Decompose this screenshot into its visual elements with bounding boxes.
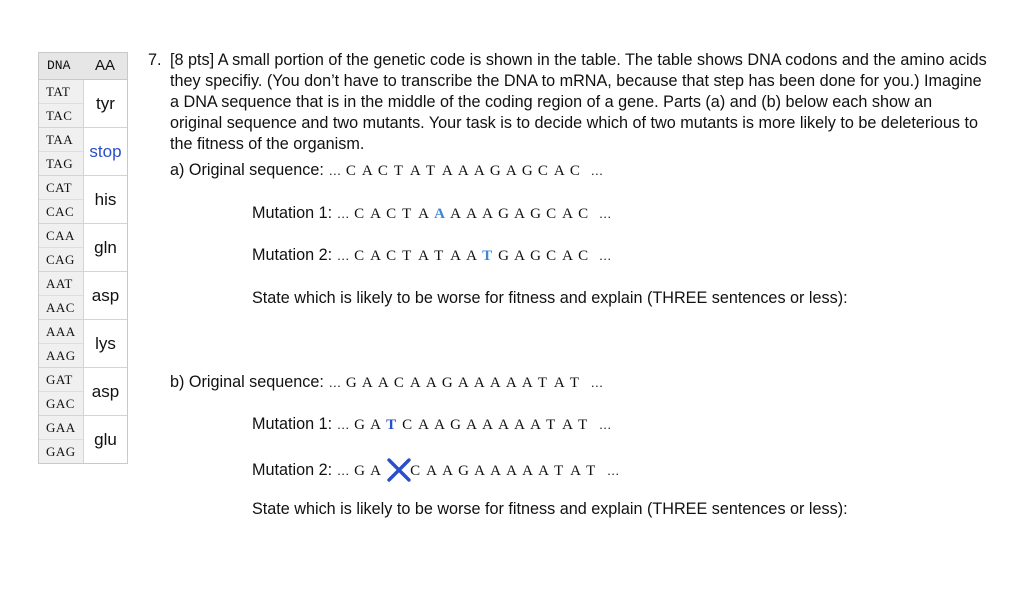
codon: GAC	[46, 395, 75, 411]
base: A	[370, 417, 382, 433]
base: A	[553, 375, 566, 391]
mutated-base: T	[482, 248, 493, 264]
amino-acid: gln	[94, 237, 117, 257]
codon: GAA	[39, 416, 83, 440]
base: A	[553, 163, 566, 179]
codon: CAC	[46, 203, 75, 219]
sequence	[346, 375, 586, 391]
ellipsis: …	[336, 248, 350, 263]
base: C	[354, 206, 365, 222]
base: A	[521, 375, 534, 391]
base: T	[402, 206, 412, 222]
base: C	[569, 163, 581, 179]
base: A	[514, 417, 526, 433]
base: A	[418, 206, 430, 222]
base: C	[537, 163, 549, 179]
base: C	[354, 248, 365, 264]
base: A	[530, 417, 542, 433]
amino-acid-stop: stop	[89, 141, 122, 161]
base: A	[409, 163, 422, 179]
base: A	[377, 375, 390, 391]
base: A	[498, 417, 510, 433]
part-a-mutation-2	[252, 246, 612, 265]
codon: TAC	[46, 107, 73, 123]
ellipsis: …	[598, 248, 612, 263]
base: T	[554, 463, 564, 479]
codon: TAG	[46, 155, 74, 171]
base: A	[482, 206, 494, 222]
base: T	[425, 163, 436, 179]
base: A	[570, 463, 582, 479]
part-a-original	[170, 161, 603, 180]
ellipsis: …	[336, 206, 350, 221]
mutation-2-label: Mutation 2:	[252, 461, 333, 479]
codon: AAC	[46, 299, 75, 315]
base: T	[393, 163, 404, 179]
codon: AAA	[39, 320, 83, 344]
part-a-original-label: a) Original sequence:	[170, 161, 324, 179]
base: G	[450, 417, 462, 433]
base: G	[489, 163, 502, 179]
sequence	[354, 417, 594, 433]
sequence	[346, 163, 586, 179]
question-number: 7.	[148, 51, 162, 69]
base: A	[562, 206, 574, 222]
amino-acid: lys	[95, 333, 116, 353]
deletion-x-icon	[386, 457, 412, 483]
codon: CAT	[39, 176, 83, 200]
base: G	[530, 248, 542, 264]
base: G	[354, 417, 366, 433]
part-a-mutation-1	[252, 204, 612, 223]
base: A	[490, 463, 502, 479]
base: A	[370, 463, 382, 479]
base: A	[457, 163, 470, 179]
base: C	[393, 375, 405, 391]
ellipsis: …	[328, 375, 342, 390]
base: C	[402, 417, 413, 433]
codon-group	[39, 224, 127, 272]
base: A	[538, 463, 550, 479]
amino-acid: tyr	[96, 93, 115, 113]
base: A	[441, 163, 454, 179]
base: G	[521, 163, 534, 179]
base: C	[345, 163, 357, 179]
base: T	[578, 417, 588, 433]
mutation-1-label: Mutation 1:	[252, 204, 333, 222]
dna-column-header: DNA	[47, 58, 71, 73]
base: C	[386, 248, 397, 264]
base: A	[370, 248, 382, 264]
mutated-base: A	[434, 206, 446, 222]
part-b-original	[170, 373, 603, 392]
part-b-prompt: State which is likely to be worse for fitness and explain (THREE sentences or less):	[252, 500, 848, 518]
amino-acid: his	[94, 189, 117, 209]
codon-group	[39, 176, 127, 224]
base: A	[426, 463, 438, 479]
base: G	[441, 375, 454, 391]
amino-acid: asp	[91, 381, 120, 401]
ellipsis: …	[336, 417, 350, 432]
base: G	[498, 248, 510, 264]
base: A	[457, 375, 470, 391]
codon-group	[39, 128, 127, 176]
ellipsis: …	[336, 463, 350, 478]
base: C	[386, 206, 397, 222]
base: A	[466, 248, 478, 264]
base: T	[537, 375, 548, 391]
base: T	[546, 417, 556, 433]
amino-acid: asp	[91, 285, 120, 305]
base: A	[361, 375, 374, 391]
codon: GAT	[39, 368, 83, 392]
base: G	[354, 463, 366, 479]
ellipsis: …	[598, 417, 612, 432]
codon: AAT	[39, 272, 83, 296]
codon-table-header	[39, 53, 127, 80]
base: C	[578, 206, 589, 222]
mutation-2-label: Mutation 2:	[252, 246, 333, 264]
base: G	[345, 375, 358, 391]
base: T	[569, 375, 580, 391]
base: A	[562, 248, 574, 264]
base: A	[505, 163, 518, 179]
part-a-prompt: State which is likely to be worse for fitness and explain (THREE sentences or less):	[252, 289, 848, 307]
codon: TAA	[39, 128, 83, 152]
base: A	[418, 417, 430, 433]
base: A	[466, 417, 478, 433]
codon-group	[39, 368, 127, 416]
sequence	[354, 463, 602, 479]
base: A	[482, 417, 494, 433]
base: A	[450, 248, 462, 264]
base: C	[410, 463, 421, 479]
ellipsis: …	[328, 163, 342, 178]
base: A	[418, 248, 430, 264]
codon: CAG	[46, 251, 75, 267]
base: G	[498, 206, 510, 222]
base: A	[473, 163, 486, 179]
sequence	[354, 248, 594, 264]
base: A	[361, 163, 374, 179]
base: A	[562, 417, 574, 433]
base: A	[370, 206, 382, 222]
question-block	[148, 50, 988, 155]
codon: GAG	[46, 443, 76, 459]
base: C	[546, 206, 557, 222]
base: C	[546, 248, 557, 264]
base: A	[514, 248, 526, 264]
base: T	[434, 248, 444, 264]
base: A	[434, 417, 446, 433]
base: A	[425, 375, 438, 391]
base: A	[466, 206, 478, 222]
base: C	[377, 163, 389, 179]
base: G	[530, 206, 542, 222]
codon: CAA	[39, 224, 83, 248]
mutation-1-label: Mutation 1:	[252, 415, 333, 433]
codon-group	[39, 416, 127, 463]
mutated-base: T	[386, 417, 397, 433]
codon: TAT	[39, 80, 83, 104]
base: G	[458, 463, 470, 479]
base: A	[473, 375, 486, 391]
codon: AAG	[46, 347, 76, 363]
codon-table	[38, 52, 128, 464]
part-b-mutation-1	[252, 415, 612, 434]
ellipsis: …	[590, 163, 604, 178]
base: A	[505, 375, 518, 391]
codon-group	[39, 80, 127, 128]
sequence	[354, 206, 594, 222]
base: A	[489, 375, 502, 391]
codon-group	[39, 272, 127, 320]
ellipsis: …	[598, 206, 612, 221]
part-b-original-label: b) Original sequence:	[170, 373, 324, 391]
part-b-mutation-2	[252, 457, 620, 483]
base: A	[442, 463, 454, 479]
base: T	[586, 463, 596, 479]
base: A	[522, 463, 534, 479]
base: A	[450, 206, 462, 222]
ellipsis: …	[590, 375, 604, 390]
question-text: [8 pts] A small portion of the genetic code is shown in the table. The table shows DNA codons and the amino acids they specifiy. (You don’t have to transcribe the DNA to mRNA, because that step has been done for you.) Imagine a DNA sequence that is in the middle of the coding region of a gene. Parts (a) and (b) below each show an original sequence and two mutants. Your task is to decide which of two mutants is more likely to be deleterious to the fitness of the organism.	[170, 51, 987, 153]
base: A	[409, 375, 422, 391]
aa-column-header: AA	[94, 57, 115, 74]
base: C	[578, 248, 589, 264]
codon-group	[39, 320, 127, 368]
ellipsis: …	[606, 463, 620, 478]
base: A	[506, 463, 518, 479]
base: A	[474, 463, 486, 479]
amino-acid: glu	[94, 429, 117, 449]
base: T	[402, 248, 412, 264]
base: A	[514, 206, 526, 222]
